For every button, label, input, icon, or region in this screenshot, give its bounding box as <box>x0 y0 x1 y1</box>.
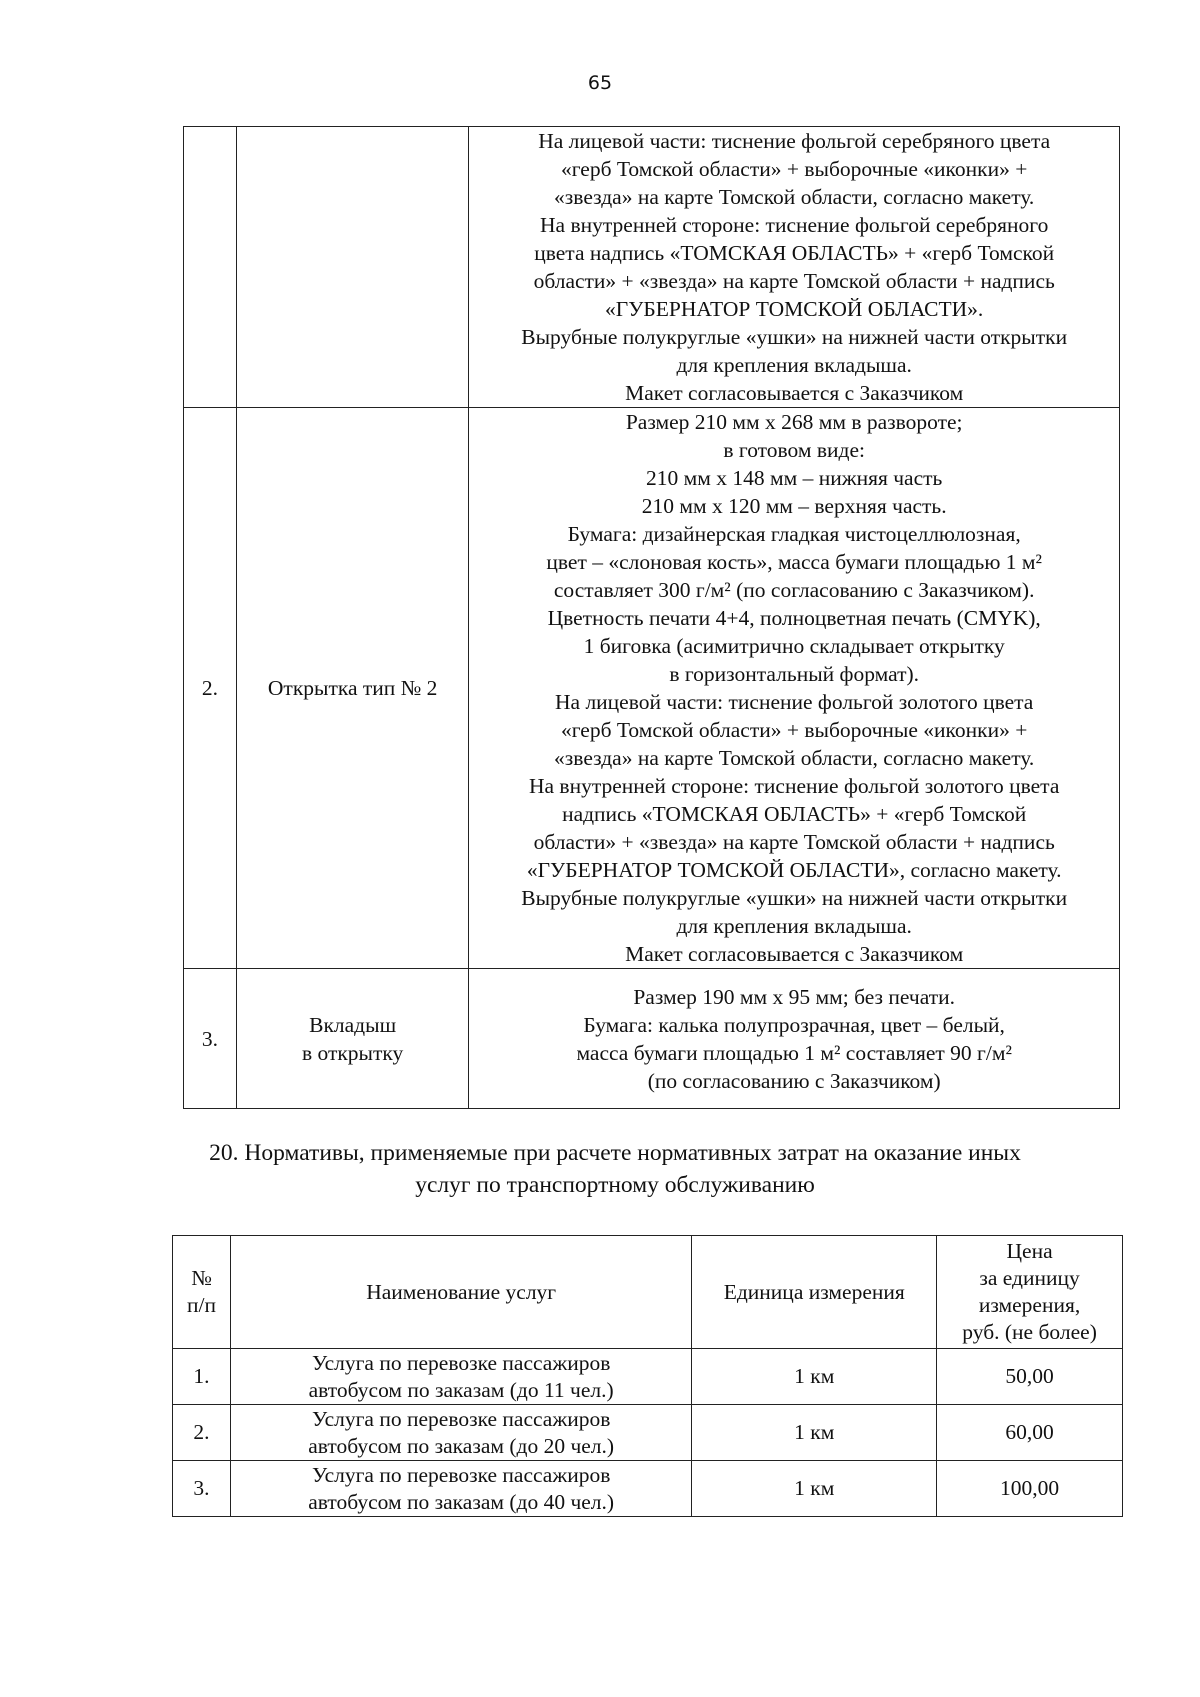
description-line: Вырубные полукруглые «ушки» на нижней части открытки <box>521 886 1068 910</box>
description-line: Вырубные полукруглые «ушки» на нижней части открытки <box>521 325 1068 349</box>
description-line: Бумага: дизайнерская гладкая чистоцеллюлозная, <box>567 522 1021 546</box>
description-line: для крепления вкладыша. <box>676 914 912 938</box>
description-line: области» + «звезда» на карте Томской области + надпись <box>533 269 1055 293</box>
column-header-price: Цена за единицу измерения, руб. (не более) <box>937 1236 1123 1349</box>
description-line: области» + «звезда» на карте Томской области + надпись <box>533 830 1055 854</box>
description-line: Размер 190 мм х 95 мм; без печати. <box>633 984 955 1009</box>
row-number: 3. <box>173 1461 231 1517</box>
table-row <box>184 969 1120 1109</box>
description-line: Бумага: калька полупрозрачная, цвет – белый, <box>583 1012 1005 1037</box>
service-name: Услуга по перевозке пассажиров автобусом по заказам (до 11 чел.) <box>230 1349 691 1405</box>
row-number: 3. <box>184 969 237 1109</box>
transport-services-table <box>172 1235 1123 1517</box>
description-line: надпись «ТОМСКАЯ ОБЛАСТЬ» + «герб Томской <box>562 802 1027 826</box>
table-row <box>173 1405 1123 1461</box>
section-heading: 20. Нормативы, применяемые при расчете нормативных затрат на оказание иных услуг по транспортному обслуживанию <box>209 1140 1021 1198</box>
description-line: «герб Томской области» + выборочные «иконки» + <box>561 157 1028 181</box>
header-row <box>173 1236 1123 1349</box>
description-line: для крепления вкладыша. <box>676 353 912 377</box>
description-line: Цветность печати 4+4, полноцветная печать (CMYK), <box>547 606 1041 630</box>
product-spec-table <box>183 126 1120 1109</box>
product-name: Открытка тип № 2 <box>236 408 468 969</box>
price: 50,00 <box>937 1349 1123 1405</box>
description-line: На лицевой части: тиснение фольгой серебряного цвета <box>538 129 1051 153</box>
description-line: «ГУБЕРНАТОР ТОМСКОЙ ОБЛАСТИ», согласно макету. <box>526 858 1062 882</box>
description-line: «ГУБЕРНАТОР ТОМСКОЙ ОБЛАСТИ». <box>605 297 984 321</box>
service-name: Услуга по перевозке пассажиров автобусом по заказам (до 40 чел.) <box>230 1461 691 1517</box>
column-header-unit: Единица измерения <box>692 1236 937 1349</box>
description-line: масса бумаги площадью 1 м² составляет 90 г/м² <box>576 1040 1012 1065</box>
product-name: Вкладыш в открытку <box>236 969 468 1109</box>
description-line: Макет согласовывается с Заказчиком <box>625 381 964 405</box>
page-number: 65 <box>587 72 613 94</box>
price: 100,00 <box>937 1461 1123 1517</box>
service-name: Услуга по перевозке пассажиров автобусом по заказам (до 20 чел.) <box>230 1405 691 1461</box>
description-line: Макет согласовывается с Заказчиком <box>625 942 964 966</box>
row-number: 2. <box>184 408 237 969</box>
description-line: в горизонтальный формат). <box>669 662 920 686</box>
description-line: Размер 210 мм х 268 мм в развороте; <box>625 410 963 434</box>
row-number <box>184 127 237 408</box>
description-line: 210 мм х 120 мм – верхняя часть. <box>641 494 947 518</box>
description-line: На внутренней стороне: тиснение фольгой серебряного <box>540 213 1049 237</box>
description-line: На лицевой части: тиснение фольгой золотого цвета <box>555 690 1034 714</box>
price: 60,00 <box>937 1405 1123 1461</box>
description-line: «звезда» на карте Томской области, согласно макету. <box>554 746 1035 770</box>
column-header-number: № п/п <box>173 1236 231 1349</box>
description-line: составляет 300 г/м² (по согласованию с Заказчиком). <box>553 578 1035 602</box>
product-description <box>469 408 1120 969</box>
description-line: в готовом виде: <box>723 438 865 462</box>
column-header-service: Наименование услуг <box>230 1236 691 1349</box>
unit: 1 км <box>692 1461 937 1517</box>
product-description <box>469 969 1120 1109</box>
unit: 1 км <box>692 1405 937 1461</box>
description-line: 210 мм х 148 мм – нижняя часть <box>646 466 943 490</box>
table-row <box>173 1461 1123 1517</box>
product-name <box>236 127 468 408</box>
description-line: «звезда» на карте Томской области, согласно макету. <box>554 185 1035 209</box>
unit: 1 км <box>692 1349 937 1405</box>
row-number: 2. <box>173 1405 231 1461</box>
table-row <box>173 1349 1123 1405</box>
product-description <box>469 127 1120 408</box>
description-line: цвет – «слоновая кость», масса бумаги площадью 1 м² <box>546 550 1042 574</box>
description-line: цвета надпись «ТОМСКАЯ ОБЛАСТЬ» + «герб Томской <box>534 241 1055 265</box>
description-line: «герб Томской области» + выборочные «иконки» + <box>561 718 1028 742</box>
row-number: 1. <box>173 1349 231 1405</box>
description-line: На внутренней стороне: тиснение фольгой золотого цвета <box>528 774 1060 798</box>
table-row <box>184 127 1120 408</box>
description-line: 1 биговка (асимитрично складывает открытку <box>583 634 1005 658</box>
description-line: (по согласованию с Заказчиком) <box>647 1068 941 1093</box>
table-row <box>184 408 1120 969</box>
